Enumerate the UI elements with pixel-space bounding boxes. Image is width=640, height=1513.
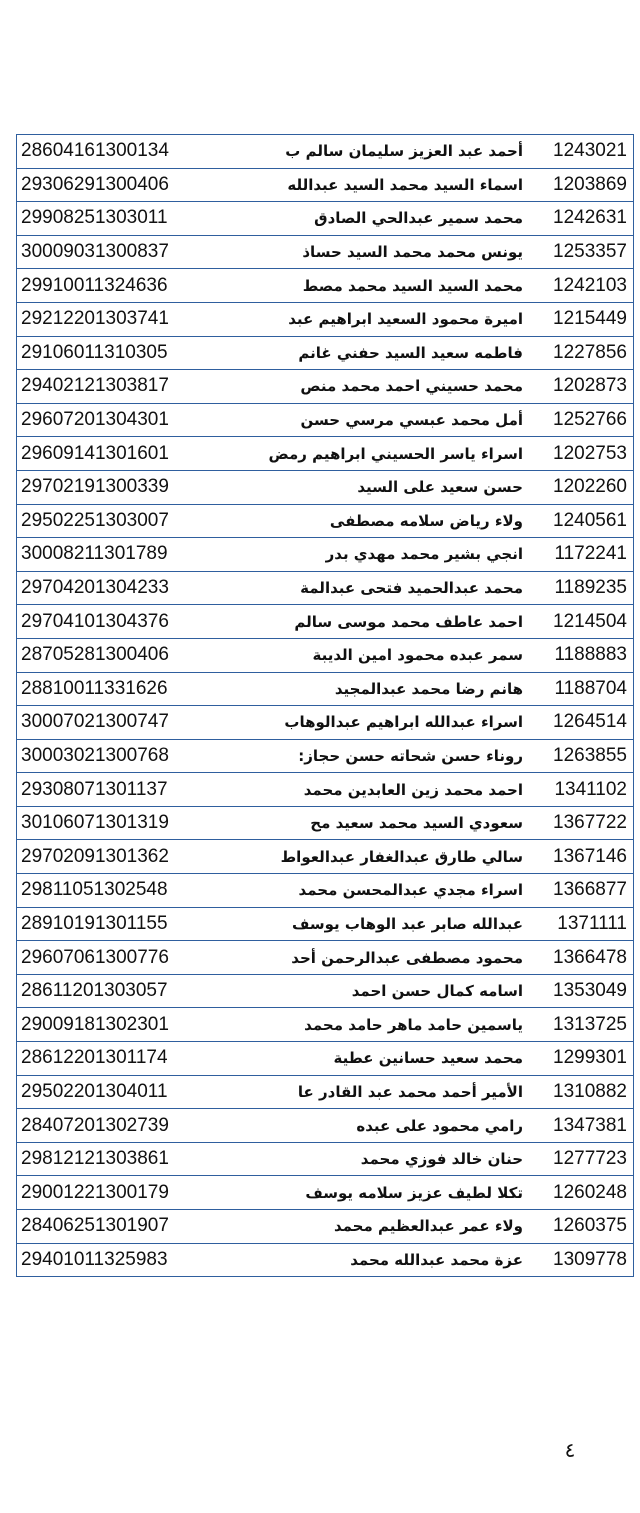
code-cell: 1367722 (529, 806, 634, 840)
table-row (17, 1176, 634, 1210)
table-row (17, 1142, 634, 1176)
table-row (17, 706, 634, 740)
table-row (17, 1243, 634, 1277)
code-cell: 1310882 (529, 1075, 634, 1109)
code-cell: 1277723 (529, 1142, 634, 1176)
name-cell: اسراء مجدي عبدالمحسن محمد (231, 874, 529, 908)
national-id-cell: 30009031300837 (17, 235, 232, 269)
code-cell: 1242631 (529, 202, 634, 236)
name-cell: احمد محمد زين العابدين محمد (231, 773, 529, 807)
roster-table-body (17, 135, 634, 1277)
table-row (17, 1008, 634, 1042)
name-cell: محمد حسيني احمد محمد منص (231, 370, 529, 404)
code-cell: 1347381 (529, 1109, 634, 1143)
national-id-cell: 29607061300776 (17, 941, 232, 975)
table-row (17, 806, 634, 840)
national-id-cell: 29702091301362 (17, 840, 232, 874)
code-cell: 1366877 (529, 874, 634, 908)
name-cell: حنان خالد فوزي محمد (231, 1142, 529, 1176)
name-cell: سمر عبده محمود امين الديبة (231, 638, 529, 672)
national-id-cell: 28705281300406 (17, 638, 232, 672)
name-cell: محمد السيد السيد محمد مصط (231, 269, 529, 303)
name-cell: اسراء ياسر الحسيني ابراهيم رمض (231, 437, 529, 471)
code-cell: 1366478 (529, 941, 634, 975)
table-row (17, 168, 634, 202)
table-row (17, 538, 634, 572)
name-cell: حسن سعيد على السيد (231, 470, 529, 504)
code-cell: 1214504 (529, 605, 634, 639)
table-row (17, 974, 634, 1008)
code-cell: 1227856 (529, 336, 634, 370)
code-cell: 1341102 (529, 773, 634, 807)
national-id-cell: 30008211301789 (17, 538, 232, 572)
national-id-cell: 29308071301137 (17, 773, 232, 807)
code-cell: 1240561 (529, 504, 634, 538)
code-cell: 1353049 (529, 974, 634, 1008)
national-id-cell: 30106071301319 (17, 806, 232, 840)
name-cell: اسامه كمال حسن احمد (231, 974, 529, 1008)
national-id-cell: 28910191301155 (17, 907, 232, 941)
code-cell: 1189235 (529, 571, 634, 605)
table-row (17, 874, 634, 908)
name-cell: أمل محمد عبسي مرسي حسن (231, 403, 529, 437)
national-id-cell: 29402121303817 (17, 370, 232, 404)
national-id-cell: 30003021300768 (17, 739, 232, 773)
table-row (17, 941, 634, 975)
code-cell: 1203869 (529, 168, 634, 202)
national-id-cell: 29704201304233 (17, 571, 232, 605)
table-row (17, 504, 634, 538)
national-id-cell: 29609141301601 (17, 437, 232, 471)
table-row (17, 135, 634, 169)
national-id-cell: 29502201304011 (17, 1075, 232, 1109)
national-id-cell: 29607201304301 (17, 403, 232, 437)
code-cell: 1299301 (529, 1042, 634, 1076)
code-cell: 1260375 (529, 1210, 634, 1244)
table-row (17, 302, 634, 336)
code-cell: 1260248 (529, 1176, 634, 1210)
name-cell: محمد سمير عبدالحي الصادق (231, 202, 529, 236)
name-cell: ياسمين حامد ماهر حامد محمد (231, 1008, 529, 1042)
name-cell: أحمد عبد العزيز سليمان سالم ب (231, 135, 529, 169)
national-id-cell: 29908251303011 (17, 202, 232, 236)
national-id-cell: 29704101304376 (17, 605, 232, 639)
code-cell: 1202873 (529, 370, 634, 404)
national-id-cell: 29001221300179 (17, 1176, 232, 1210)
code-cell: 1188883 (529, 638, 634, 672)
table-row (17, 403, 634, 437)
code-cell: 1172241 (529, 538, 634, 572)
name-cell: فاطمه سعيد السيد حفني غانم (231, 336, 529, 370)
code-cell: 1309778 (529, 1243, 634, 1277)
national-id-cell: 29401011325983 (17, 1243, 232, 1277)
table-row (17, 269, 634, 303)
name-cell: محمود مصطفى عبدالرحمن أحد (231, 941, 529, 975)
name-cell: اسماء السيد محمد السيد عبدالله (231, 168, 529, 202)
table-row (17, 1210, 634, 1244)
name-cell: ولاء رياض سلامه مصطفى (231, 504, 529, 538)
national-id-cell: 29106011310305 (17, 336, 232, 370)
national-id-cell: 28406251301907 (17, 1210, 232, 1244)
name-cell: رامي محمود على عبده (231, 1109, 529, 1143)
name-cell: يونس محمد محمد السيد حساذ (231, 235, 529, 269)
name-cell: احمد عاطف محمد موسى سالم (231, 605, 529, 639)
national-id-cell: 29009181302301 (17, 1008, 232, 1042)
name-cell: الأمير أحمد محمد عبد القادر عا (231, 1075, 529, 1109)
table-row (17, 638, 634, 672)
national-id-cell: 29702191300339 (17, 470, 232, 504)
national-id-cell: 29910011324636 (17, 269, 232, 303)
name-cell: روناء حسن شحاته حسن حجاز: (231, 739, 529, 773)
table-row (17, 571, 634, 605)
table-row (17, 773, 634, 807)
table-row (17, 437, 634, 471)
code-cell: 1264514 (529, 706, 634, 740)
table-row (17, 235, 634, 269)
name-cell: تكلا لطيف عزيز سلامه يوسف (231, 1176, 529, 1210)
table-row (17, 336, 634, 370)
table-row (17, 907, 634, 941)
name-cell: عزة محمد عبدالله محمد (231, 1243, 529, 1277)
name-cell: اميرة محمود السعيد ابراهيم عبد (231, 302, 529, 336)
table-row (17, 605, 634, 639)
national-id-cell: 29811051302548 (17, 874, 232, 908)
code-cell: 1252766 (529, 403, 634, 437)
table-row (17, 1042, 634, 1076)
national-id-cell: 29306291300406 (17, 168, 232, 202)
table-row (17, 739, 634, 773)
national-id-cell: 28604161300134 (17, 135, 232, 169)
code-cell: 1263855 (529, 739, 634, 773)
name-cell: سعودي السيد محمد سعيد مح (231, 806, 529, 840)
national-id-cell: 29212201303741 (17, 302, 232, 336)
name-cell: اسراء عبدالله ابراهيم عبدالوهاب (231, 706, 529, 740)
roster-table (16, 134, 634, 1277)
code-cell: 1253357 (529, 235, 634, 269)
national-id-cell: 28810011331626 (17, 672, 232, 706)
code-cell: 1313725 (529, 1008, 634, 1042)
national-id-cell: 29502251303007 (17, 504, 232, 538)
code-cell: 1202260 (529, 470, 634, 504)
code-cell: 1367146 (529, 840, 634, 874)
national-id-cell: 30007021300747 (17, 706, 232, 740)
table-row (17, 1109, 634, 1143)
table-row (17, 840, 634, 874)
national-id-cell: 28407201302739 (17, 1109, 232, 1143)
page-number: ٤ (564, 1438, 576, 1462)
name-cell: ولاء عمر عبدالعظيم محمد (231, 1210, 529, 1244)
name-cell: محمد عبدالحميد فتحى عبدالمة (231, 571, 529, 605)
table-row (17, 370, 634, 404)
name-cell: محمد سعيد حسانين عطية (231, 1042, 529, 1076)
name-cell: هانم رضا محمد عبدالمجيد (231, 672, 529, 706)
code-cell: 1243021 (529, 135, 634, 169)
code-cell: 1215449 (529, 302, 634, 336)
name-cell: عبدالله صابر عبد الوهاب يوسف (231, 907, 529, 941)
national-id-cell: 28611201303057 (17, 974, 232, 1008)
code-cell: 1202753 (529, 437, 634, 471)
name-cell: انجي بشير محمد مهدي بدر (231, 538, 529, 572)
table-row (17, 470, 634, 504)
table-row (17, 202, 634, 236)
table-row (17, 672, 634, 706)
name-cell: سالي طارق عبدالغفار عبدالعواط (231, 840, 529, 874)
national-id-cell: 28612201301174 (17, 1042, 232, 1076)
table-row (17, 1075, 634, 1109)
national-id-cell: 29812121303861 (17, 1142, 232, 1176)
code-cell: 1188704 (529, 672, 634, 706)
code-cell: 1242103 (529, 269, 634, 303)
code-cell: 1371111 (529, 907, 634, 941)
